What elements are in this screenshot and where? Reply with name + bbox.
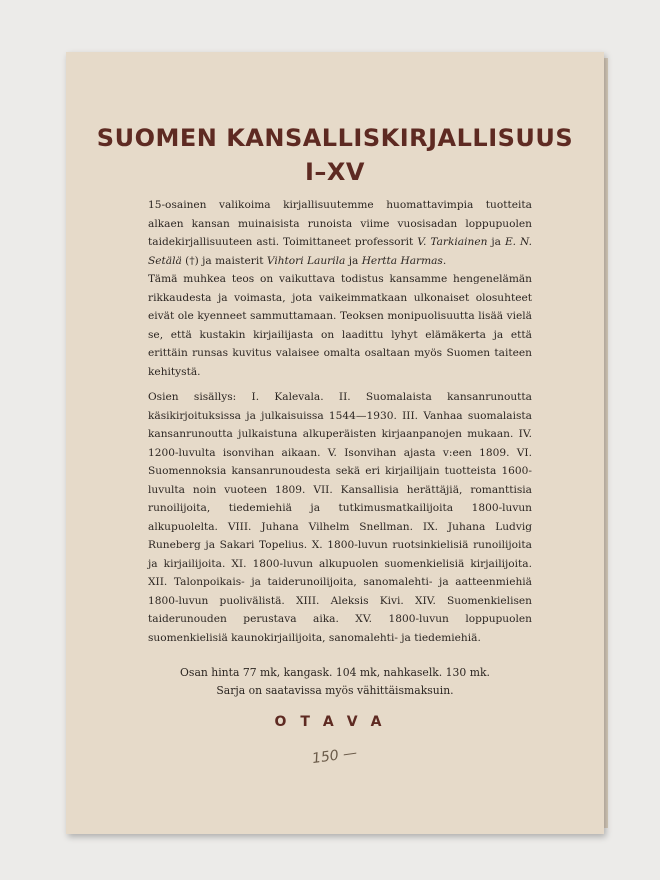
editor-name-4: Hertta Harmas. [361,254,447,267]
intro-text-1: 15-osainen valikoima kirjallisuutemme huomattavimpia tuotteita alkaen kansan muinaisista runoista viime vuosisadan loppupuolen taidekirjallisuuteen asti. Toimittaneet professorit [148,199,532,248]
intro-text-4: ja [345,254,362,267]
volume-range: I–XV [304,158,365,186]
book-back-cover [66,52,604,834]
intro-paragraph [148,196,532,270]
contents-paragraph: Osien sisällys: I. Kalevala. II. Suomalaista kansanrunoutta käsikirjoituksissa ja julkaisuissa 1544—1930. III. Vanhaa suomalaista kansanrunoutta julkaistuna alkuperäisten kirjaanpanojen mukaan. IV. 1200-luvulta isonvihan aikaan. V. Isonvihan ajasta v:een 1809. VI. Suomennoksia kansanrunoudesta sekä eri kirjailijain tuotteista 1600-luvulta noin vuoteen 1809. VII. Kansallisia herättäjiä, romanttisia runoilijoita, tiedemiehiä ja tutkimusmatkailijoita 1800-luvun alkupuolelta. VIII. Juhana Vilhelm Snellman. IX. Juhana Ludvig Runeberg ja Sakari Topelius. X. 1800-luvun ruotsinkielisiä runoilijoita ja kirjailijoita. XI. 1800-luvun alkupuolen suomenkielisiä kirjailijoita. XII. Talonpoikais- ja taiderunoilijoita, sanomalehti- ja aatteenmiehiä 1800-luvun puolivälistä. XIII. Aleksis Kivi. XIV. Suomenkielisen taiderunouden perustava aika. XV. 1800-luvun loppupuolen suomenkielisiä kaunokirjailijoita, sanomalehti- ja tiedemiehiä. [148,391,532,644]
editor-name-2: E. N. Setälä [148,236,532,267]
handwritten-price-note: 150 — [311,744,359,768]
installments-line: Sarja on saatavissa myös vähittäismaksuin. [216,684,454,697]
series-title: SUOMEN KANSALLISKIRJALLISUUS [96,124,574,152]
editor-name-1: V. Tarkiainen [417,236,488,248]
price-line: Osan hinta 77 mk, kangask. 104 mk, nahkaselk. 130 mk. [180,666,490,679]
description-paragraph: Tämä muhkea teos on vaikuttava todistus kansamme hengenelämän rikkaudesta ja voimasta, jota vaikeimmatkaan ulkonaiset olosuhteet eivät ole kyenneet sammuttamaan. Teoksen monipuolisuutta lisää vielä se, että kustakin kirjailijasta on laadittu lyhyt elämäkerta ja että erittäin runsas kuvitus valaisee omalta osaltaan myös Suomen taiteen kehitystä. [148,273,532,378]
intro-text-3: (†) ja maisterit [181,254,267,267]
publisher-name: OTAVA [274,714,396,730]
editor-name-3: Vihtori Laurila [266,254,346,267]
intro-text-2: ja [487,236,505,248]
